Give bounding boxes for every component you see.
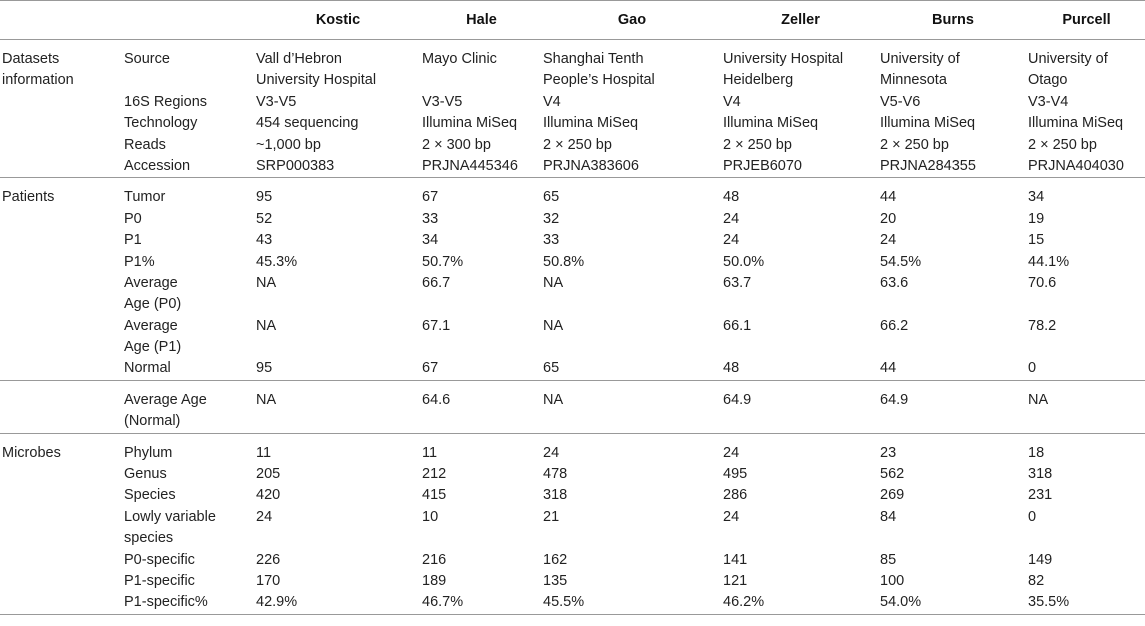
table-row-group — [0, 40, 1145, 178]
value-line: 78.2 — [1028, 317, 1057, 334]
value-cell — [1026, 380, 1145, 433]
column-header — [0, 1, 122, 40]
value-line: 24 — [723, 444, 740, 461]
group-label-line — [2, 390, 122, 411]
value-line: 45.3% — [256, 253, 298, 270]
value-line — [1028, 294, 1145, 315]
value-line — [880, 411, 1026, 432]
value-line: 24 — [543, 444, 560, 461]
value-line: 95 — [256, 360, 273, 377]
value-line: 216 — [422, 551, 447, 568]
value-line: 24 — [256, 508, 273, 525]
value-line: 48 — [723, 189, 740, 206]
value-line: 0 — [1028, 508, 1037, 525]
column-header — [122, 1, 254, 40]
row-label-line: Age (P0) — [124, 296, 182, 313]
value-line: NA — [1028, 391, 1049, 408]
value-line: 135 — [543, 572, 568, 589]
value-line: 269 — [880, 487, 905, 504]
value-cell — [878, 40, 1026, 178]
value-cell — [721, 178, 878, 381]
value-line: Illumina MiSeq — [422, 115, 518, 132]
group-label — [0, 380, 122, 433]
value-line: PRJNA445346 — [422, 157, 518, 174]
value-line: 149 — [1028, 551, 1053, 568]
value-line: 42.9% — [256, 594, 298, 611]
group-label — [0, 433, 122, 614]
value-cell — [254, 40, 420, 178]
group-label-line: Datasets — [2, 51, 60, 67]
value-line: 34 — [422, 232, 439, 249]
row-label-line: Species — [124, 487, 176, 504]
value-line — [880, 528, 1026, 549]
group-label — [0, 178, 122, 381]
value-line: PRJNA284355 — [880, 157, 976, 174]
value-line — [543, 411, 721, 432]
value-line: 64.9 — [723, 391, 752, 408]
value-line — [256, 411, 420, 432]
column-header: Kostic — [315, 12, 361, 28]
value-line: People’s Hospital — [543, 72, 655, 89]
row-label-line: P1 — [124, 232, 142, 249]
row-label-line: Reads — [124, 136, 166, 153]
column-header: Burns — [932, 12, 974, 28]
value-line: 32 — [543, 210, 560, 227]
value-line: 52 — [256, 210, 273, 227]
value-line: 44 — [880, 360, 897, 377]
value-line — [422, 411, 541, 432]
value-cell — [541, 40, 721, 178]
value-line: ~1,000 bp — [256, 136, 321, 153]
value-line — [256, 294, 420, 315]
value-line: 63.7 — [723, 274, 752, 291]
value-line: 121 — [723, 572, 748, 589]
value-line: 205 — [256, 466, 281, 483]
value-line: 420 — [256, 487, 281, 504]
value-line: 18 — [1028, 444, 1045, 461]
value-line: 46.7% — [422, 594, 464, 611]
value-line: University of — [1028, 51, 1108, 67]
value-line: Illumina MiSeq — [880, 115, 976, 132]
value-line: University Hospital — [723, 51, 844, 67]
value-line: 231 — [1028, 487, 1053, 504]
value-line: SRP000383 — [256, 157, 335, 174]
value-line: 226 — [256, 551, 281, 568]
row-label-line: Phylum — [124, 444, 173, 461]
table-row-group — [0, 380, 1145, 433]
value-cell — [541, 380, 721, 433]
row-label-line — [124, 70, 254, 91]
value-line — [422, 337, 541, 358]
row-label-line: Average — [124, 317, 178, 334]
value-line — [422, 528, 541, 549]
value-line: 64.9 — [880, 391, 909, 408]
group-label-line: Microbes — [2, 444, 61, 461]
value-line: 100 — [880, 572, 905, 589]
value-line: 66.2 — [880, 317, 909, 334]
value-cell — [878, 380, 1026, 433]
value-line: Shanghai Tenth — [543, 51, 644, 67]
column-header: Hale — [466, 12, 497, 28]
value-line: 65 — [543, 360, 560, 377]
value-line: V3-V5 — [422, 93, 463, 110]
value-line: 43 — [256, 232, 273, 249]
value-line: 2 × 250 bp — [543, 136, 612, 153]
row-label-line: Average Age — [124, 391, 207, 408]
value-line: V5-V6 — [880, 93, 921, 110]
value-cell — [721, 40, 878, 178]
row-label-line: P1-specific — [124, 572, 195, 589]
row-label-line: Accession — [124, 157, 191, 174]
value-line — [1028, 411, 1145, 432]
value-line: 35.5% — [1028, 594, 1070, 611]
value-line: 44.1% — [1028, 253, 1070, 270]
row-label-line: Age (P1) — [124, 339, 182, 356]
value-line: V3-V5 — [256, 93, 297, 110]
value-line — [723, 528, 878, 549]
value-line: 67 — [422, 360, 439, 377]
value-line: Vall d’Hebron — [256, 51, 342, 67]
group-label-line: information — [2, 72, 74, 89]
value-line: NA — [543, 391, 564, 408]
value-line: 50.7% — [422, 253, 464, 270]
value-line: 50.0% — [723, 253, 765, 270]
value-cell — [420, 178, 541, 381]
row-label-line: Tumor — [124, 189, 166, 206]
value-line: 66.7 — [422, 274, 451, 291]
value-line — [256, 337, 420, 358]
value-line: 63.6 — [880, 274, 909, 291]
group-label — [0, 40, 122, 178]
value-line: V3-V4 — [1028, 93, 1069, 110]
value-line: NA — [256, 391, 277, 408]
value-cell — [420, 40, 541, 178]
row-label-line: species — [124, 530, 174, 547]
row-label-line: P1-specific% — [124, 594, 208, 611]
value-line: 286 — [723, 487, 748, 504]
value-line: Otago — [1028, 72, 1068, 89]
value-cell — [541, 433, 721, 614]
value-line — [256, 528, 420, 549]
value-line — [723, 411, 878, 432]
value-line: 189 — [422, 572, 447, 589]
value-line — [723, 294, 878, 315]
value-line: PRJNA404030 — [1028, 157, 1124, 174]
value-line: NA — [543, 317, 564, 334]
value-line — [422, 70, 541, 91]
value-line: Minnesota — [880, 72, 947, 89]
value-cell — [1026, 40, 1145, 178]
value-line: 141 — [723, 551, 748, 568]
value-cell — [254, 380, 420, 433]
value-line: 212 — [422, 466, 447, 483]
row-label-line: Average — [124, 274, 178, 291]
value-line: 24 — [723, 210, 740, 227]
row-label-line: P1% — [124, 253, 155, 270]
value-line: Heidelberg — [723, 72, 794, 89]
value-line: 66.1 — [723, 317, 752, 334]
value-line: 33 — [543, 232, 560, 249]
value-cell — [878, 433, 1026, 614]
value-line: 19 — [1028, 210, 1045, 227]
row-label — [122, 380, 254, 433]
value-line: 54.0% — [880, 594, 922, 611]
value-line: 562 — [880, 466, 905, 483]
value-cell — [420, 433, 541, 614]
value-line: 24 — [723, 232, 740, 249]
value-line: V4 — [723, 93, 741, 110]
group-label-line: Patients — [2, 189, 55, 206]
value-line: 46.2% — [723, 594, 765, 611]
value-line — [422, 294, 541, 315]
value-line: 24 — [880, 232, 897, 249]
value-line: 11 — [256, 444, 272, 461]
row-label-line: Source — [124, 51, 170, 67]
value-line: V4 — [543, 93, 561, 110]
value-line: 2 × 300 bp — [422, 136, 491, 153]
value-line: 67.1 — [422, 317, 451, 334]
value-line: 2 × 250 bp — [1028, 136, 1097, 153]
value-line: Mayo Clinic — [422, 51, 497, 67]
value-line: 495 — [723, 466, 748, 483]
value-line: 20 — [880, 210, 897, 227]
row-label-line: P0 — [124, 210, 142, 227]
row-label-line: P0-specific — [124, 551, 195, 568]
value-line: 48 — [723, 360, 740, 377]
value-line: 162 — [543, 551, 568, 568]
value-line — [1028, 337, 1145, 358]
column-header: Purcell — [1062, 12, 1111, 28]
value-line: 478 — [543, 466, 568, 483]
value-line: 65 — [543, 189, 560, 206]
row-label-line: 16S Regions — [124, 93, 208, 110]
value-line: PRJNA383606 — [543, 157, 639, 174]
value-line: 21 — [543, 508, 560, 525]
value-line: PRJEB6070 — [723, 157, 802, 174]
value-line: 84 — [880, 508, 897, 525]
table-body — [0, 40, 1145, 615]
value-line: 0 — [1028, 360, 1037, 377]
table-row-group — [0, 433, 1145, 614]
column-header: Gao — [617, 12, 647, 28]
value-line — [543, 528, 721, 549]
value-line: 170 — [256, 572, 281, 589]
value-cell — [541, 178, 721, 381]
value-line: 34 — [1028, 189, 1045, 206]
value-line: 11 — [422, 444, 438, 461]
value-line: 33 — [422, 210, 439, 227]
value-line: 10 — [422, 508, 439, 525]
value-line: 44 — [880, 189, 897, 206]
row-label-line: (Normal) — [124, 413, 181, 430]
value-line: 64.6 — [422, 391, 451, 408]
value-cell — [721, 380, 878, 433]
header-row — [0, 1, 1145, 40]
value-cell — [721, 433, 878, 614]
value-line: 2 × 250 bp — [880, 136, 949, 153]
row-label — [122, 178, 254, 381]
value-cell — [420, 380, 541, 433]
value-line: 23 — [880, 444, 897, 461]
value-line: Illumina MiSeq — [723, 115, 819, 132]
value-line: 24 — [723, 508, 740, 525]
value-line: NA — [256, 274, 277, 291]
value-line — [543, 337, 721, 358]
value-line — [880, 294, 1026, 315]
row-label-line: Genus — [124, 466, 167, 483]
value-line: Illumina MiSeq — [1028, 115, 1124, 132]
value-line: University of — [880, 51, 960, 67]
value-line: 82 — [1028, 572, 1045, 589]
value-line — [1028, 528, 1145, 549]
value-cell — [1026, 178, 1145, 381]
value-line: 415 — [422, 487, 447, 504]
table-row-group — [0, 178, 1145, 381]
row-label — [122, 40, 254, 178]
row-label-line: Lowly variable — [124, 508, 216, 525]
value-cell — [1026, 433, 1145, 614]
value-line: University Hospital — [256, 72, 377, 89]
row-label-line: Technology — [124, 115, 198, 132]
value-line: 85 — [880, 551, 897, 568]
value-line: 318 — [543, 487, 568, 504]
value-line: 70.6 — [1028, 274, 1057, 291]
value-line: 15 — [1028, 232, 1045, 249]
value-line: NA — [256, 317, 277, 334]
row-label-line: Normal — [124, 360, 171, 377]
value-line — [543, 294, 721, 315]
value-line: NA — [543, 274, 564, 291]
value-line: 2 × 250 bp — [723, 136, 792, 153]
value-line: 45.5% — [543, 594, 585, 611]
value-line: Illumina MiSeq — [543, 115, 639, 132]
value-cell — [878, 178, 1026, 381]
value-line: 454 sequencing — [256, 115, 359, 132]
value-cell — [254, 178, 420, 381]
value-line: 318 — [1028, 466, 1053, 483]
value-line — [880, 337, 1026, 358]
row-label — [122, 433, 254, 614]
value-line: 50.8% — [543, 253, 585, 270]
column-header: Zeller — [781, 12, 820, 28]
value-line: 95 — [256, 189, 273, 206]
value-line: 67 — [422, 189, 439, 206]
value-cell — [254, 433, 420, 614]
value-line — [723, 337, 878, 358]
value-line: 54.5% — [880, 253, 922, 270]
